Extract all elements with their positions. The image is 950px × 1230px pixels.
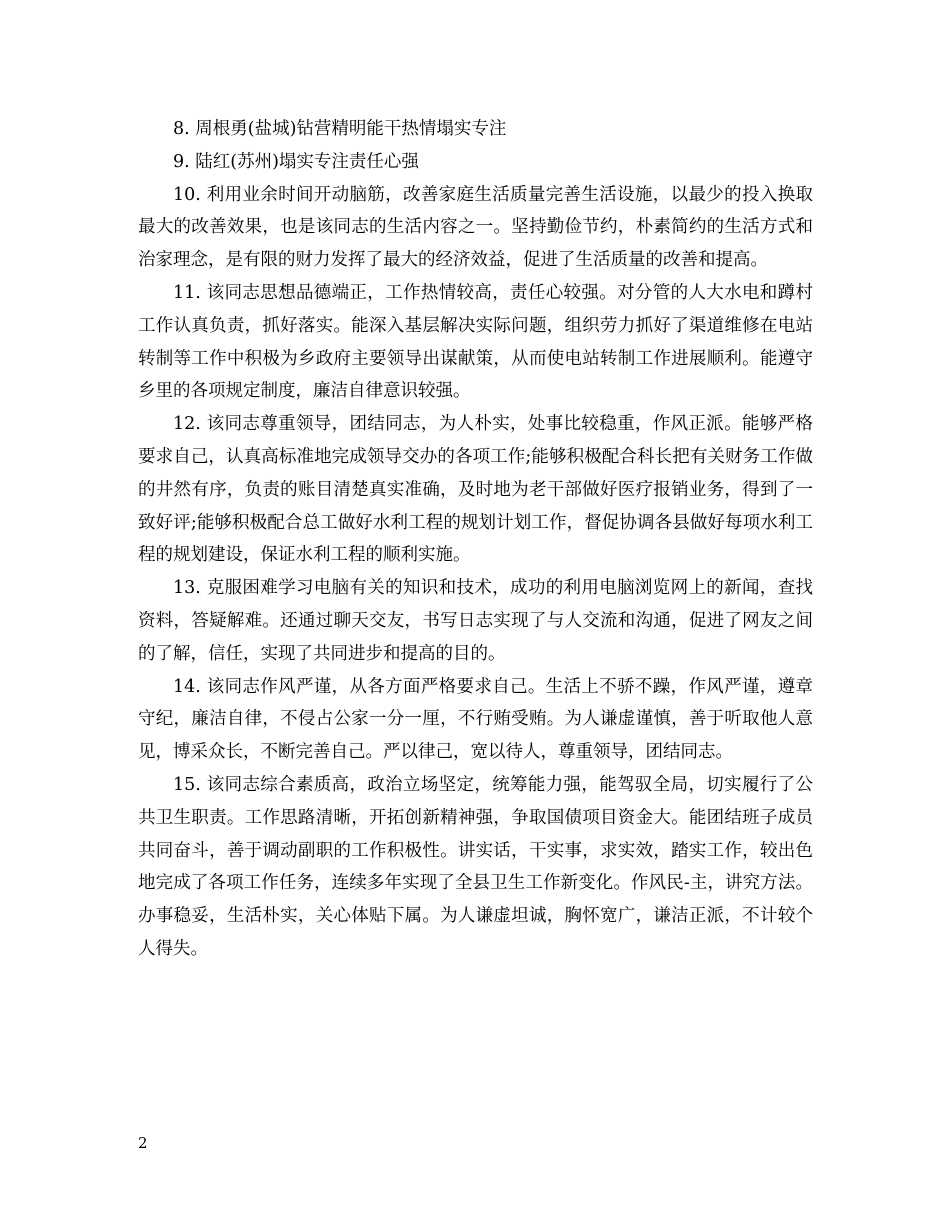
paragraph-item-12: 12. 该同志尊重领导，团结同志，为人朴实，处事比较稳重，作风正派。能够严格要求自己，认真高标准地完成领导交办的各项工作;能够积极配合科长把有关财务工作做的井然有序，负责的账目清楚真实准确，及时地为老干部做好医疗报销业务，得到了一致好评;能够积极配合总工做好水利工程的规划计划工作，督促协调各县做好每项水利工程的规划建设，保证水利工程的顺利实施。	[138, 414, 813, 566]
paragraph-item-9: 9. 陆红(苏州)塌实专注责任心强	[173, 151, 419, 172]
paragraph-item-11: 11. 该同志思想品德端正，工作热情较高，责任心较强。对分管的人大水电和蹲村工作认真负责，抓好落实。能深入基层解决实际问题，组织劳力抓好了渠道维修在电站转制等工作中积极为乡政府主要领导出谋献策，从而使电站转制工作进展顺利。能遵守乡里的各项规定制度，廉洁自律意识较强。	[138, 282, 813, 402]
paragraph-item-15: 15. 该同志综合素质高，政治立场坚定，统筹能力强，能驾驭全局，切实履行了公共卫生职责。工作思路清晰，开拓创新精神强，争取国债项目资金大。能团结班子成员共同奋斗，善于调动副职的工作积极性。讲实话，干实事，求实效，踏实工作，较出色地完成了各项工作任务，连续多年实现了全县卫生工作新变化。作风民-主，讲究方法。办事稳妥，生活朴实，关心体贴下属。为人谦虚坦诚，胸怀宽广，谦洁正派，不计较个人得失。	[138, 774, 813, 959]
paragraph-item-14: 14. 该同志作风严谨，从各方面严格要求自己。生活上不骄不躁，作风严谨，遵章守纪，廉洁自律，不侵占公家一分一厘，不行贿受贿。为人谦虚谨慎，善于听取他人意见，博采众长，不断完善自己。严以律己，宽以待人，尊重领导，团结同志。	[138, 676, 813, 763]
paragraph-item-8: 8. 周根勇(盐城)钻营精明能干热情塌实专注	[173, 119, 507, 139]
document-body	[138, 113, 813, 966]
paragraph-item-10: 10. 利用业余时间开动脑筋，改善家庭生活质量完善生活设施，以最少的投入换取最大的改善效果，也是该同志的生活内容之一。坚持勤俭节约，朴素简约的生活方式和治家理念，是有限的财力发挥了最大的经济效益，促进了生活质量的改善和提高。	[138, 184, 813, 271]
paragraph-item-13: 13. 克服困难学习电脑有关的知识和技术，成功的利用电脑浏览网上的新闻，查找资料，答疑解难。还通过聊天交友，书写日志实现了与人交流和沟通，促进了网友之间的了解，信任，实现了共同进步和提高的目的。	[138, 578, 813, 664]
page-number: 2	[138, 1134, 148, 1152]
